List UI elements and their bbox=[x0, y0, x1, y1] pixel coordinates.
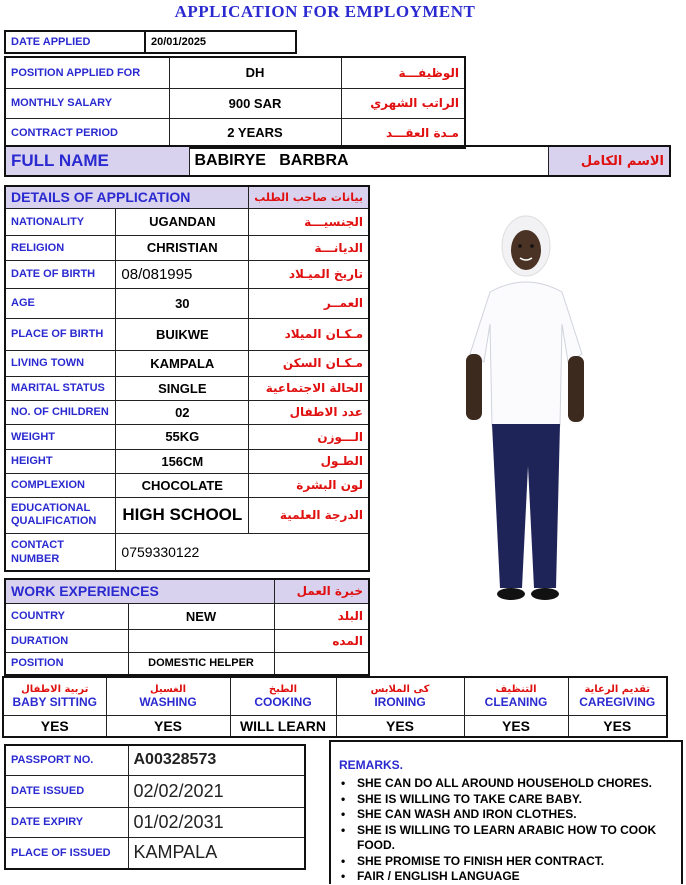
skill-caregiving bbox=[568, 677, 667, 715]
salary-label: MONTHLY SALARY bbox=[5, 88, 169, 118]
detail-value-dob: 08/081995 bbox=[116, 260, 249, 288]
work-ar-duration: المده bbox=[274, 629, 369, 652]
skill-en: CLEANING bbox=[484, 694, 548, 709]
detail-label-contact: CONTACT NUMBER bbox=[5, 533, 116, 571]
work-label-duration: DURATION bbox=[5, 629, 128, 652]
position-ar: الوظيفـــة bbox=[341, 57, 465, 88]
date-applied-label: DATE APPLIED bbox=[5, 31, 145, 53]
contract-label: CONTRACT PERIOD bbox=[5, 118, 169, 148]
detail-ar-age: العمــر bbox=[249, 288, 369, 318]
detail-ar-dob: تاريخ الميـلاد bbox=[249, 260, 369, 288]
detail-ar-living-town: مـكـان السكن bbox=[249, 350, 369, 376]
remarks-list bbox=[339, 776, 673, 885]
detail-ar-nationality: الجنسيـــة bbox=[249, 208, 369, 235]
detail-label-age: AGE bbox=[5, 288, 116, 318]
work-value-position: DOMESTIC HELPER bbox=[128, 652, 274, 675]
salary-ar: الراتب الشهري bbox=[341, 88, 465, 118]
remarks-title: REMARKS. bbox=[339, 758, 404, 772]
details-header-ar: بيانات صاحب الطلب bbox=[249, 186, 369, 208]
full-name-value: BABIRYE BARBRA bbox=[189, 146, 548, 176]
detail-value-religion: CHRISTIAN bbox=[116, 235, 249, 260]
work-value-duration bbox=[128, 629, 274, 652]
date-applied-table bbox=[4, 30, 297, 54]
detail-label-nationality: NATIONALITY bbox=[5, 208, 116, 235]
remarks-box bbox=[329, 740, 683, 884]
detail-label-education: EDUCATIONAL QUALIFICATION bbox=[5, 497, 116, 533]
skill-ironing bbox=[336, 677, 464, 715]
skill-value-ironing: YES bbox=[336, 715, 464, 737]
detail-ar-children: عدد الاطفال bbox=[249, 400, 369, 424]
detail-label-complexion: COMPLEXION bbox=[5, 473, 116, 497]
skill-ar: تقديم الرعاية bbox=[584, 683, 651, 695]
skill-en: IRONING bbox=[374, 694, 426, 709]
work-ar-position bbox=[274, 652, 369, 675]
detail-value-contact: 0759330122 bbox=[116, 533, 369, 571]
detail-value-nationality: UGANDAN bbox=[116, 208, 249, 235]
date-applied-value: 20/01/2025 bbox=[145, 31, 296, 53]
skill-cleaning bbox=[464, 677, 568, 715]
passport-label-issued: DATE ISSUED bbox=[5, 775, 128, 807]
detail-label-pob: PLACE OF BIRTH bbox=[5, 318, 116, 350]
remark-item: • SHE CAN DO ALL AROUND HOUSEHOLD CHORES. bbox=[357, 776, 673, 792]
detail-label-height: HEIGHT bbox=[5, 449, 116, 473]
work-header: WORK EXPERIENCES bbox=[5, 579, 274, 603]
skill-cooking bbox=[230, 677, 336, 715]
detail-value-living-town: KAMPALA bbox=[116, 350, 249, 376]
skill-washing bbox=[106, 677, 230, 715]
remark-item: • SHE IS WILLING TO LEARN ARABIC HOW TO COOK FOOD. bbox=[357, 823, 673, 854]
remark-item: • SHE CAN WASH AND IRON CLOTHES. bbox=[357, 807, 673, 823]
passport-value-expiry: 01/02/2031 bbox=[128, 807, 305, 837]
skill-baby-sitting bbox=[3, 677, 106, 715]
passport-value-number: A00328573 bbox=[128, 745, 305, 775]
page-title: APPLICATION FOR EMPLOYMENT bbox=[174, 2, 476, 21]
passport-label-expiry: DATE EXPIRY bbox=[5, 807, 128, 837]
passport-label-place: PLACE OF ISSUED bbox=[5, 837, 128, 869]
work-label-position: POSITION bbox=[5, 652, 128, 675]
detail-label-religion: RELIGION bbox=[5, 235, 116, 260]
salary-value: 900 SAR bbox=[169, 88, 341, 118]
passport-value-place: KAMPALA bbox=[128, 837, 305, 869]
passport-table bbox=[4, 744, 306, 870]
passport-label-number: PASSPORT NO. bbox=[5, 745, 128, 775]
position-label: POSITION APPLIED FOR bbox=[5, 57, 169, 88]
skill-value-cooking: WILL LEARN bbox=[230, 715, 336, 737]
position-value: DH bbox=[169, 57, 341, 88]
detail-value-children: 02 bbox=[116, 400, 249, 424]
skills-table bbox=[2, 676, 668, 738]
detail-ar-weight: الـــوزن bbox=[249, 424, 369, 449]
contract-value: 2 YEARS bbox=[169, 118, 341, 148]
work-label-country: COUNTRY bbox=[5, 603, 128, 629]
remark-item: • SHE IS WILLING TO TAKE CARE BABY. bbox=[357, 792, 673, 808]
skill-ar: الغسيل bbox=[149, 683, 186, 695]
detail-value-marital: SINGLE bbox=[116, 376, 249, 400]
work-table bbox=[4, 578, 370, 676]
detail-value-age: 30 bbox=[116, 288, 249, 318]
detail-label-weight: WEIGHT bbox=[5, 424, 116, 449]
skill-ar: كى الملابس bbox=[370, 683, 430, 695]
skill-ar: تربية الاطفال bbox=[21, 683, 89, 695]
full-name-label: FULL NAME bbox=[5, 146, 189, 176]
detail-ar-height: الطـول bbox=[249, 449, 369, 473]
skill-en: WASHING bbox=[139, 694, 197, 709]
details-header: DETAILS OF APPLICATION bbox=[5, 186, 249, 208]
detail-ar-complexion: لون البشرة bbox=[249, 473, 369, 497]
full-name-ar: الاسم الكامل bbox=[548, 146, 670, 176]
work-value-country: NEW bbox=[128, 603, 274, 629]
details-table bbox=[4, 185, 370, 572]
remark-item: • FAIR / ENGLISH LANGUAGE bbox=[357, 869, 673, 885]
work-ar-country: البلد bbox=[274, 603, 369, 629]
detail-value-complexion: CHOCOLATE bbox=[116, 473, 249, 497]
skill-value-caregiving: YES bbox=[568, 715, 667, 737]
detail-ar-religion: الديانـــة bbox=[249, 235, 369, 260]
skill-en: COOKING bbox=[254, 694, 312, 709]
applicant-photo bbox=[462, 204, 588, 604]
skill-ar: الطبخ bbox=[268, 683, 298, 695]
detail-label-dob: DATE OF BIRTH bbox=[5, 260, 116, 288]
contract-ar: مـدة العقـــد bbox=[341, 118, 465, 148]
skill-value-cleaning: YES bbox=[464, 715, 568, 737]
detail-value-height: 156CM bbox=[116, 449, 249, 473]
skill-ar: التنظيف bbox=[495, 683, 537, 695]
detail-label-living-town: LIVING TOWN bbox=[5, 350, 116, 376]
passport-value-issued: 02/02/2021 bbox=[128, 775, 305, 807]
skill-en: BABY SITTING bbox=[12, 694, 97, 709]
detail-value-education: HIGH SCHOOL bbox=[116, 497, 249, 533]
detail-ar-marital: الحالة الاجتماعية bbox=[249, 376, 369, 400]
skill-value-baby-sitting: YES bbox=[3, 715, 106, 737]
detail-label-marital: MARITAL STATUS bbox=[5, 376, 116, 400]
detail-value-pob: BUIKWE bbox=[116, 318, 249, 350]
detail-ar-pob: مـكـان الميلاد bbox=[249, 318, 369, 350]
detail-ar-education: الدرجة العلمية bbox=[249, 497, 369, 533]
skill-en: CAREGIVING bbox=[579, 694, 656, 709]
skill-value-washing: YES bbox=[106, 715, 230, 737]
work-header-ar: خبرة العمل bbox=[274, 579, 369, 603]
detail-value-weight: 55KG bbox=[116, 424, 249, 449]
full-name-table bbox=[4, 145, 671, 177]
remark-item: • SHE PROMISE TO FINISH HER CONTRACT. bbox=[357, 854, 673, 870]
job-terms-table bbox=[4, 56, 466, 149]
detail-label-children: NO. OF CHILDREN bbox=[5, 400, 116, 424]
